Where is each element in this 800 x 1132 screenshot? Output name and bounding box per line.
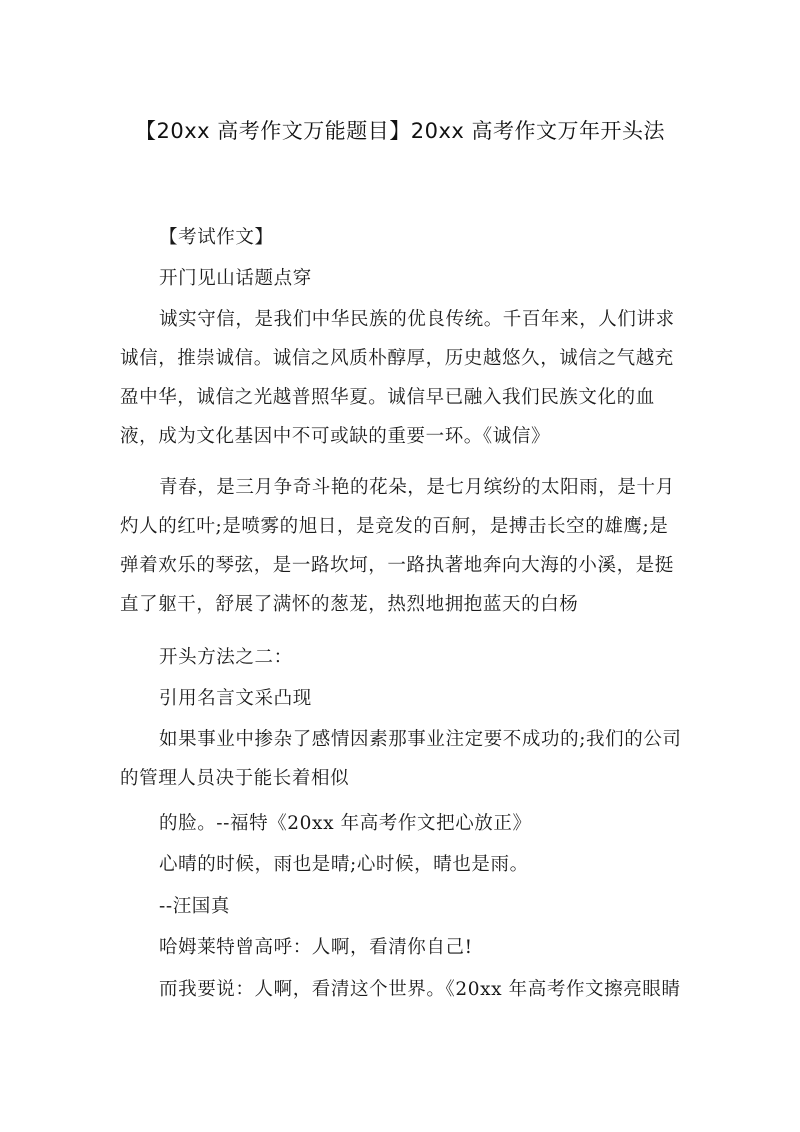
paragraph-line: 弹着欢乐的琴弦，是一路坎坷，一路执著地奔向大海的小溪，是挺: [120, 555, 674, 576]
paragraph-method-two-heading: 引用名言文采凸现: [159, 688, 312, 709]
paragraph-line: 灼人的红叶;是喷雾的旭日，是竞发的百舸，是搏击长空的雄鹰;是: [120, 516, 669, 537]
paragraph-line: 如果事业中掺杂了感情因素那事业注定要不成功的;我们的公司: [159, 729, 682, 750]
paragraph-line: 青春，是三月争奇斗艳的花朵，是七月缤纷的太阳雨，是十月: [159, 477, 675, 498]
paragraph-hamlet-quote: 哈姆莱特曾高呼：人啊，看清你自己!: [159, 937, 473, 958]
paragraph-line: 盈中华，诚信之光越普照华夏。诚信早已融入我们民族文化的血: [120, 387, 655, 408]
document-title: 【20xx 高考作文万能题目】20xx 高考作文万年开头法: [134, 119, 665, 143]
paragraph-see-the-world: 而我要说：人啊，看清这个世界。《20xx 年高考作文擦亮眼睛: [159, 979, 681, 1000]
paragraph-exam-essay-label: 【考试作文】: [159, 227, 274, 248]
paragraph-line: 诚信，推崇诚信。诚信之风质朴醇厚，历史越悠久，诚信之气越充: [120, 348, 674, 369]
paragraph-ford-attribution: 的脸。--福特《20xx 年高考作文把心放正》: [159, 813, 532, 834]
paragraph-line: 直了躯干，舒展了满怀的葱茏，热烈地拥抱蓝天的白杨: [120, 594, 579, 615]
paragraph-line: 的管理人员决于能长着相似: [120, 768, 350, 789]
paragraph-line: 诚实守信，是我们中华民族的优良传统。千百年来，人们讲求: [159, 309, 675, 330]
paragraph-method-two-label: 开头方法之二：: [159, 647, 293, 668]
paragraph-wang-attribution: --汪国真: [159, 896, 231, 917]
paragraph-wang-quote: 心晴的时候，雨也是晴;心时候，晴也是雨。: [159, 854, 529, 875]
paragraph-method-one-heading: 开门见山话题点穿: [159, 268, 312, 289]
paragraph-line: 液，成为文化基因中不可或缺的重要一环。《诚信》: [120, 426, 551, 447]
